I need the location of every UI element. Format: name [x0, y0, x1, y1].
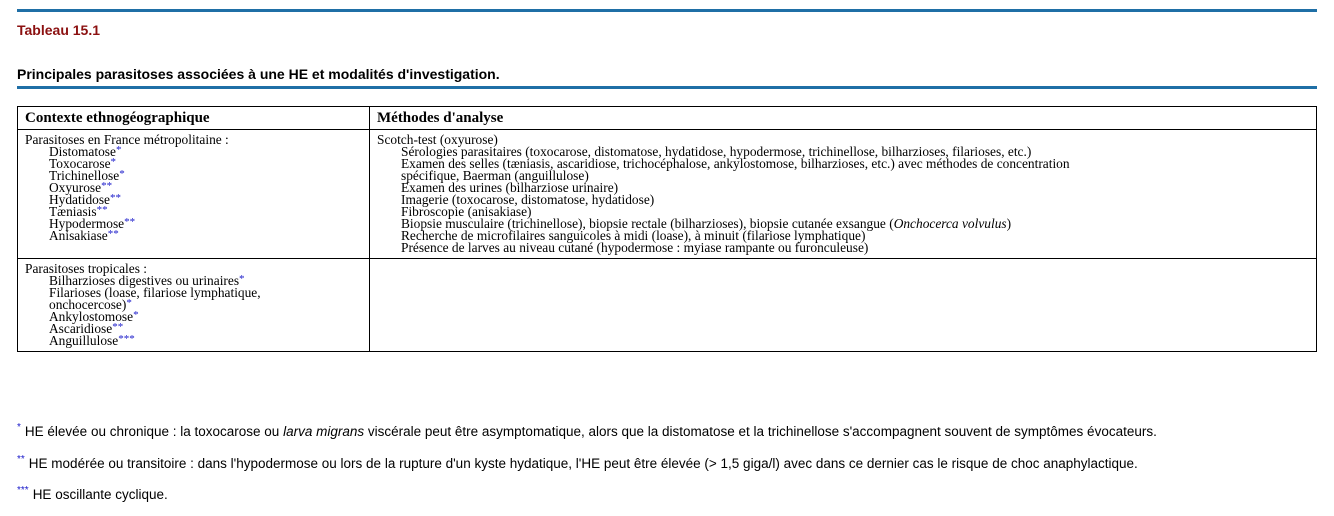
list-item: Toxocarose* [49, 156, 117, 171]
header-methods: Méthodes d'analyse [370, 107, 1317, 130]
list-item: Filarioses (loase, filariose lymphatique, [49, 285, 261, 300]
footnote-mark: *** [118, 333, 135, 345]
cell-tropical-methods [370, 259, 1317, 352]
footnote-mark: ** [17, 454, 25, 465]
list-item: Anisakiase** [49, 228, 119, 243]
method-item: Sérologies parasitaires (toxocarose, distomatose, hydatidose, hypodermose, trichinellose, bilharzioses, filarioses, etc.) [401, 144, 1032, 159]
table-label: Tableau 15.1 [17, 22, 101, 38]
footnote-mark: * [115, 144, 122, 156]
top-rule [17, 9, 1317, 12]
species-name: Onchocerca volvulus [893, 216, 1007, 231]
table-row-france [18, 130, 1317, 259]
method-item: Présence de larves au niveau cutané (hypodermose : myiase rampante ou furonculeuse) [401, 240, 869, 255]
method-item: Recherche de microfilaires sanguicoles à midi (loase), à minuit (filariose lymphatique) [401, 228, 866, 243]
group-title-france: Parasitoses en France métropolitaine : [25, 132, 229, 147]
method-item: Fibroscopie (anisakiase) [401, 204, 532, 219]
list-item: Hypodermose** [49, 216, 136, 231]
method-item: spécifique, Baerman (anguillulose) [401, 168, 589, 183]
list-item: Hydatidose** [49, 192, 121, 207]
list-item: Tæniasis** [49, 204, 108, 219]
method-item: Examen des selles (tæniasis, ascaridiose, trichocéphalose, ankylostomose, bilharzioses, etc.) avec méthodes de concentration [401, 156, 1070, 171]
method-item-biopsy: Biopsie musculaire (trichinellose), biopsie rectale (bilharzioses), biopsie cutanée exsangue (Onchocerca volvulus) [401, 216, 1012, 231]
footnote-1: * HE élevée ou chronique : la toxocarose ou larva migrans viscérale peut être asymptomatique, alors que la distomatose et la trichinellose s'accompagnent souvent de symptômes évocateurs. [17, 422, 1157, 439]
list-item: Ascaridiose** [49, 321, 124, 336]
cell-france-context [18, 130, 370, 259]
header-context: Contexte ethnogéographique [18, 107, 370, 130]
method-item: Examen des urines (bilharziose urinaire) [401, 180, 619, 195]
list-item: Distomatose* [49, 144, 122, 159]
footnote-mark: ** [124, 216, 136, 228]
footnote-mark: * [110, 156, 117, 168]
footnote-mark: ** [96, 204, 108, 216]
list-item: Trichinellose* [49, 168, 125, 183]
footnote-mark: * [119, 168, 125, 180]
group-title-tropical: Parasitoses tropicales : [25, 261, 147, 276]
table-title: Principales parasitoses associées à une HE et modalités d'investigation. [17, 66, 500, 82]
list-item: Bilharzioses digestives ou urinaires* [49, 273, 245, 288]
method-item: Imagerie (toxocarose, distomatose, hydatidose) [401, 192, 655, 207]
footnote-mark: ** [107, 228, 119, 240]
footnote-mark: * [239, 273, 245, 285]
footnote-mark: ** [110, 192, 121, 204]
footnote-mark: * [17, 422, 21, 433]
cell-tropical-context [18, 259, 370, 352]
list-item: onchocercose)* [49, 297, 132, 312]
method-first: Scotch-test (oxyurose) [377, 132, 498, 147]
footnote-mark: ** [112, 321, 124, 333]
footnote-2: ** HE modérée ou transitoire : dans l'hypodermose ou lors de la rupture d'un kyste hydatique, l'HE peut être élevée (> 1,5 giga/l) avec dans ce dernier cas le risque de choc anaphylactique. [17, 454, 1138, 471]
footnote-3: *** HE oscillante cyclique. [17, 485, 168, 502]
footnote-mark: *** [17, 485, 29, 496]
list-item: Oxyurose** [49, 180, 113, 195]
footnote-mark: * [126, 297, 132, 309]
parasitoses-table [17, 106, 1317, 352]
table-header-row [18, 107, 1317, 130]
footnote-mark: * [133, 309, 139, 321]
title-rule [17, 86, 1317, 89]
table-row-tropical [18, 259, 1317, 352]
list-item: Ankylostomose* [49, 309, 139, 324]
footnote-mark: ** [101, 180, 113, 192]
cell-france-methods [370, 130, 1317, 259]
list-item: Anguillulose*** [49, 333, 135, 348]
